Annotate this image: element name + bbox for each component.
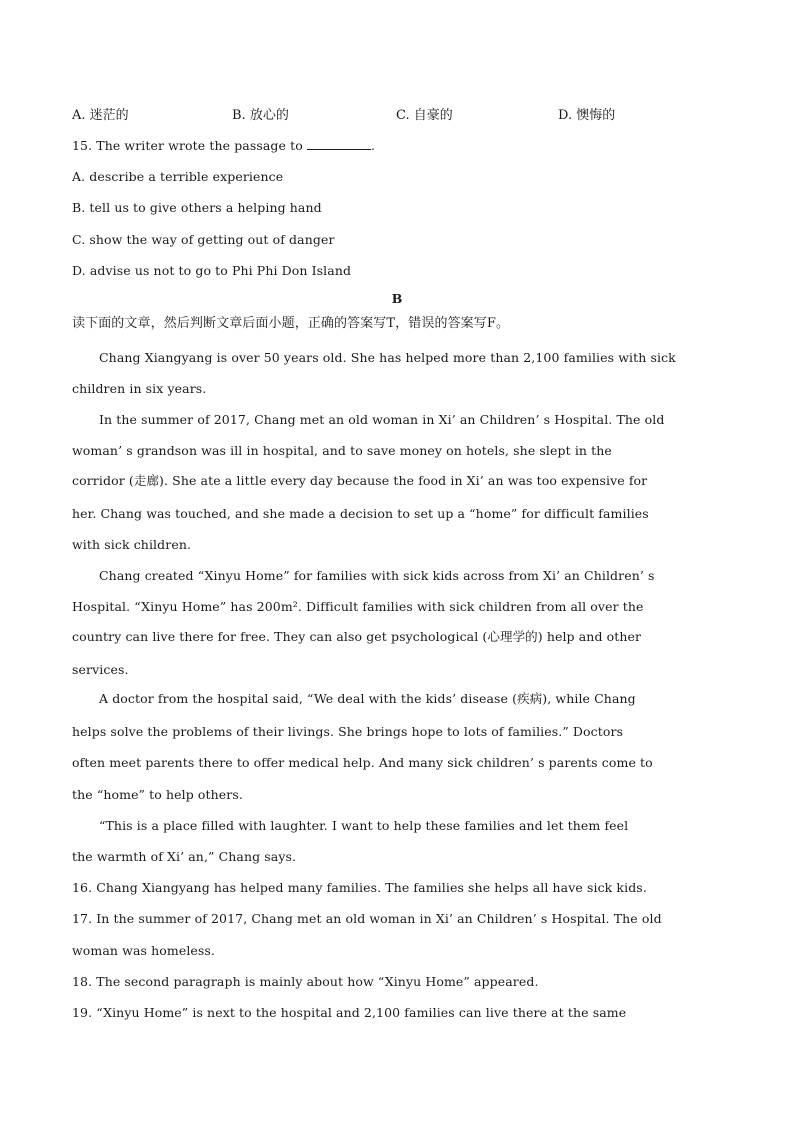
passage-line: her. Chang was touched, and she made a decision to set up a “home” for difficult families: [72, 506, 649, 521]
passage-line: “This is a place filled with laughter. I want to help these families and let them feel: [99, 818, 629, 833]
passage-line: children in six years.: [72, 381, 207, 396]
section-b-heading: B: [391, 291, 403, 306]
q14-options: [72, 104, 722, 122]
passage-line: Chang Xiangyang is over 50 years old. She has helped more than 2,100 families with sick: [99, 350, 676, 365]
passage-line: A doctor from the hospital said, “We deal with the kids’ disease (疾病), while Chang: [99, 691, 636, 706]
passage-line: Hospital. “Xinyu Home” has 200m². Difficult families with sick children from all over the: [72, 599, 644, 614]
q14-option-c[interactable]: C. 自豪的: [396, 108, 453, 123]
section-b-instruction: 读下面的文章，然后判断文章后面小题，正确的答案写T，错误的答案写F。: [72, 316, 510, 331]
passage-line: woman’ s grandson was ill in hospital, and to save money on hotels, she slept in the: [72, 443, 612, 458]
q15-stem: [72, 138, 722, 154]
statement-17-cont: woman was homeless.: [72, 943, 216, 958]
passage-line: services.: [72, 662, 129, 677]
q15-option-a[interactable]: A. describe a terrible experience: [72, 169, 284, 184]
q15-stem-period: .: [370, 138, 376, 153]
statement-17: 17. In the summer of 2017, Chang met an old woman in Xi’ an Children’ s Hospital. The old: [72, 911, 662, 926]
passage-line: the “home” to help others.: [72, 787, 243, 802]
q15-answer-blank: [307, 138, 371, 150]
passage-line: country can live there for free. They can also get psychological (心理学的) help and other: [72, 629, 642, 644]
q14-option-d[interactable]: D. 懊悔的: [558, 108, 616, 123]
q15-option-d[interactable]: D. advise us not to go to Phi Phi Don Island: [72, 263, 352, 278]
passage-line: corridor (走廊). She ate a little every day because the food in Xi’ an was too expensive for: [72, 473, 648, 488]
passage-line: In the summer of 2017, Chang met an old woman in Xi’ an Children’ s Hospital. The old: [99, 412, 665, 427]
q15-stem-text: 15. The writer wrote the passage to: [72, 138, 303, 153]
passage-line: with sick children.: [72, 537, 192, 552]
q15-option-c[interactable]: C. show the way of getting out of danger: [72, 232, 335, 247]
q14-option-a[interactable]: A. 迷茫的: [72, 108, 129, 123]
statement-16: 16. Chang Xiangyang has helped many families. The families she helps all have sick kids.: [72, 880, 647, 895]
passage-line: the warmth of Xi’ an,” Chang says.: [72, 849, 297, 864]
q15-option-b[interactable]: B. tell us to give others a helping hand: [72, 200, 322, 215]
passage-line: Chang created “Xinyu Home” for families with sick kids across from Xi’ an Children’ s: [99, 568, 655, 583]
passage-line: often meet parents there to offer medical help. And many sick children’ s parents come to: [72, 755, 653, 770]
passage-line: helps solve the problems of their livings. She brings hope to lots of families.” Doctors: [72, 724, 624, 739]
statement-18: 18. The second paragraph is mainly about how “Xinyu Home” appeared.: [72, 974, 539, 989]
q14-option-b[interactable]: B. 放心的: [232, 108, 289, 123]
statement-19: 19. “Xinyu Home” is next to the hospital and 2,100 families can live there at the same: [72, 1005, 627, 1020]
